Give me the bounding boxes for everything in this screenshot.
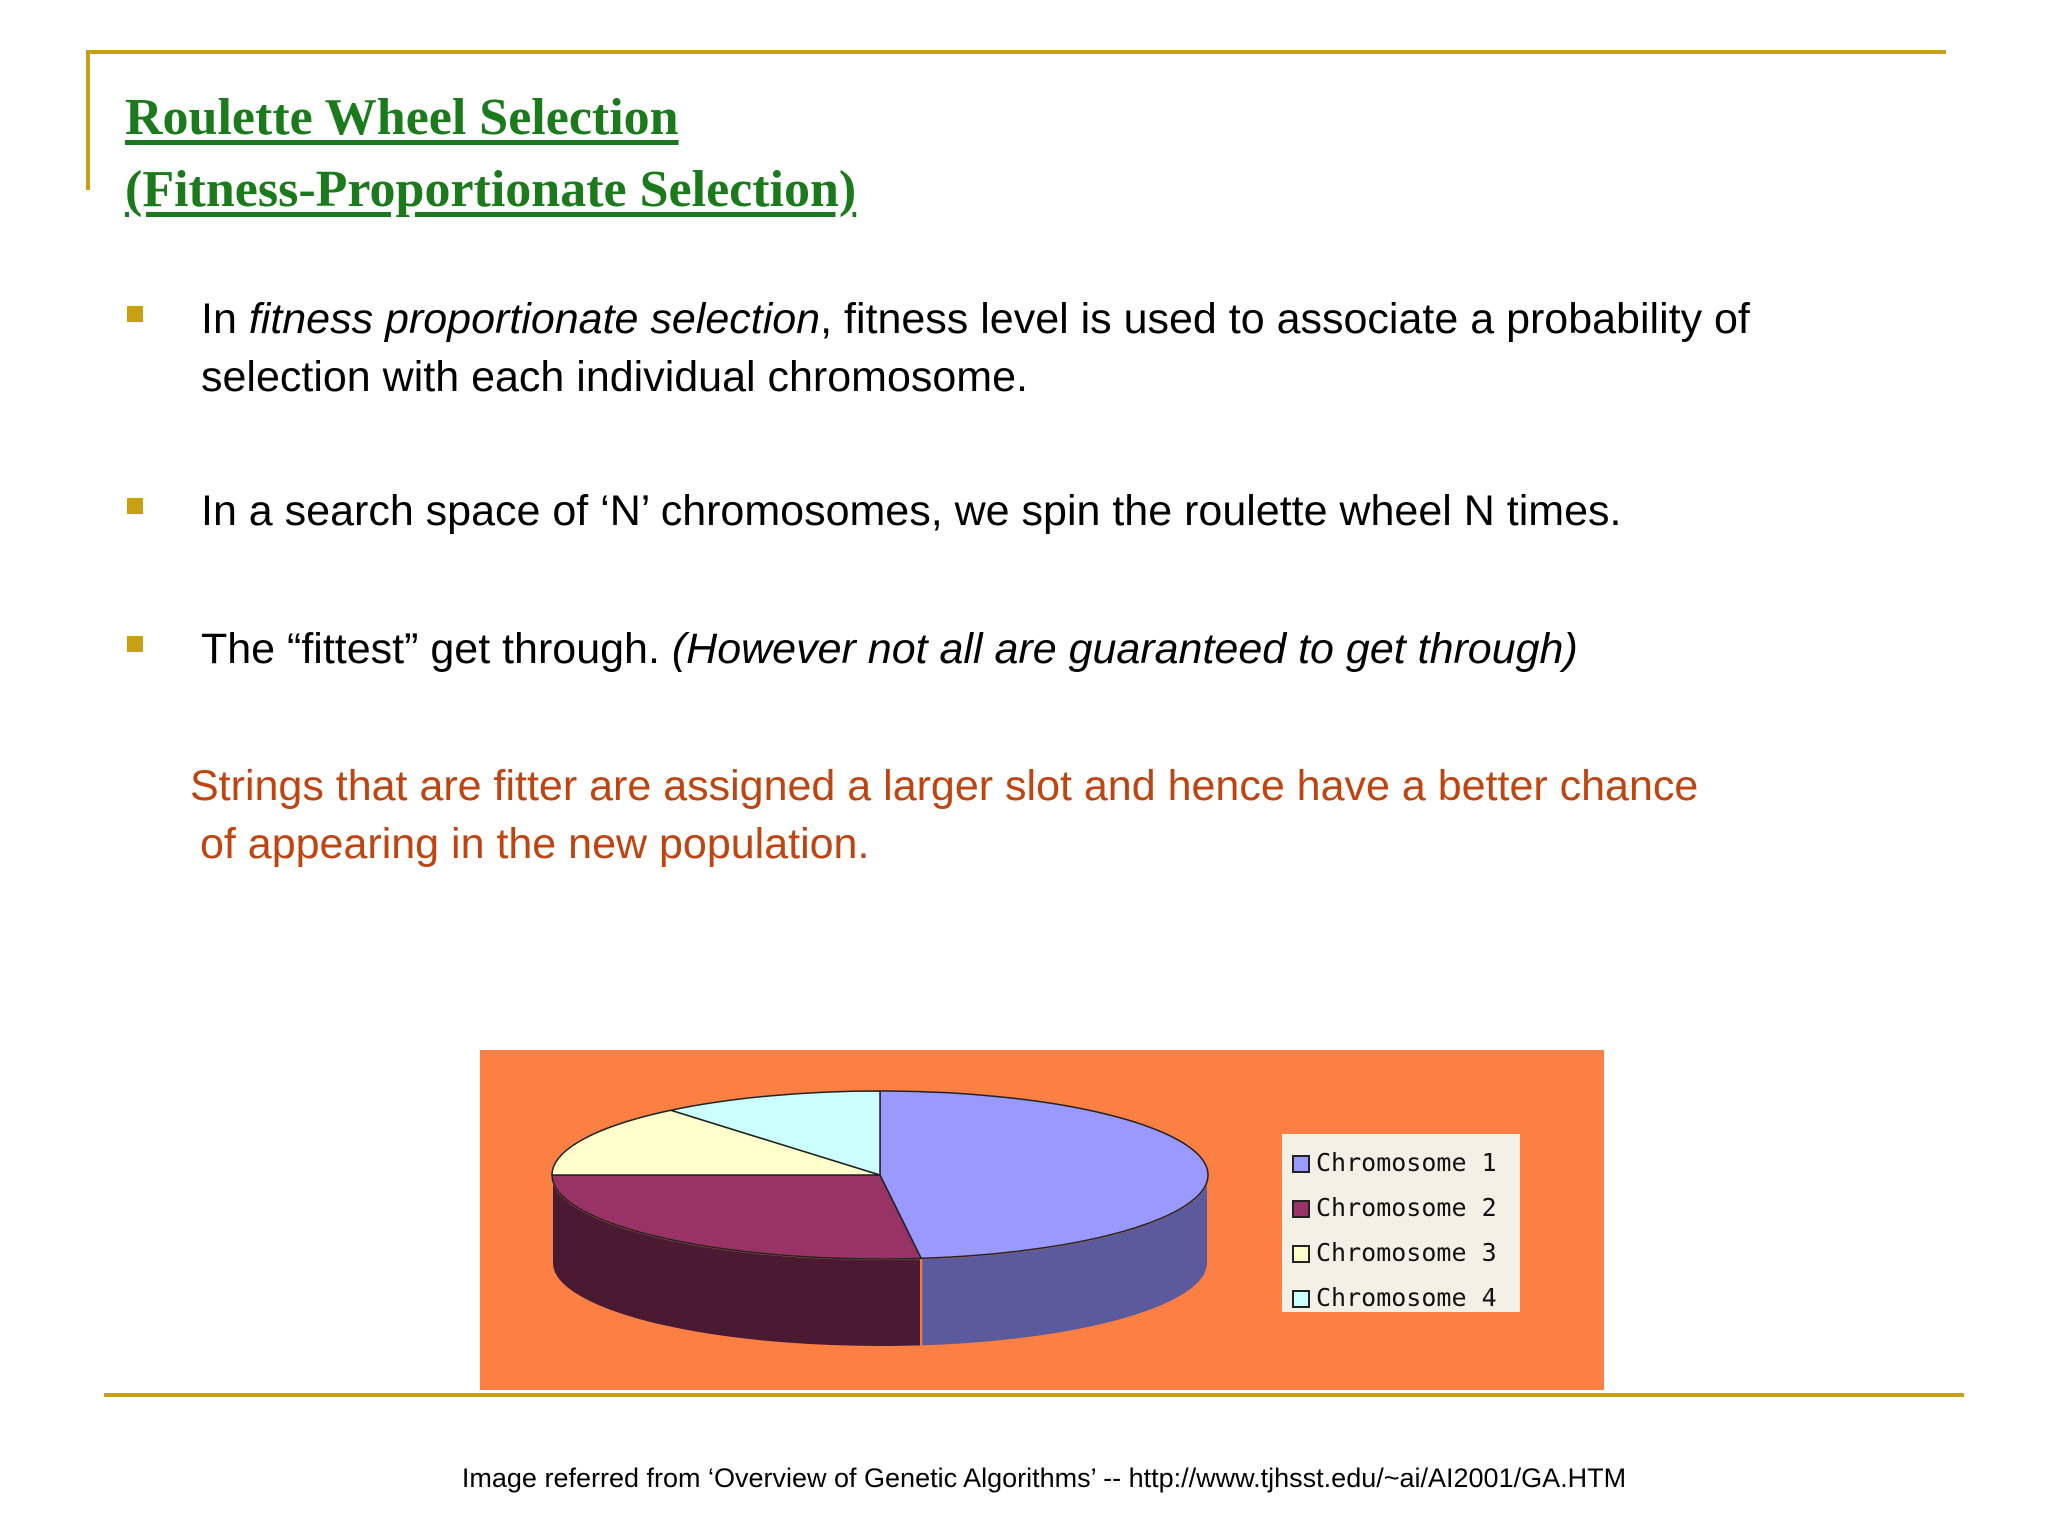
bullet-1-suffix: , fitness level is used to associate a probability of selection with each individual chromosome. <box>201 295 1750 401</box>
image-credit: Image referred from ‘Overview of Genetic Algorithms’ -- http://www.tjhsst.edu/~ai/AI2001/GA.HTM <box>461 1463 1627 1493</box>
bullet-3-text: The “fittest” get through. <box>201 625 672 673</box>
square-bullet-icon <box>127 636 143 652</box>
fitness-note <box>190 757 1950 873</box>
roulette-pie-chart <box>480 1050 1604 1390</box>
pie-top <box>552 1091 1208 1259</box>
bullet-1-prefix: In <box>201 295 249 343</box>
note-line-2: of appearing in the new population. <box>200 820 870 868</box>
bullet-2-text: In a search space of ‘N’ chromosomes, we spin the roulette wheel N times. <box>201 487 1622 535</box>
legend-label-1: Chromosome 1 <box>1316 1148 1497 1177</box>
bullet-item-2 <box>125 482 1925 540</box>
bullet-list <box>125 290 1925 754</box>
title-line-1: Roulette Wheel Selection <box>125 89 679 146</box>
legend-item-3 <box>1282 1230 1520 1275</box>
legend-swatch-1 <box>1292 1155 1310 1173</box>
legend-swatch-3 <box>1292 1245 1310 1263</box>
left-rule <box>86 50 90 190</box>
title-line-2: (Fitness-Proportionate Selection) <box>125 161 857 218</box>
bullet-3-italic: (However not all are guaranteed to get through) <box>671 625 1578 673</box>
legend-item-1 <box>1282 1140 1520 1185</box>
bullet-1-italic: fitness proportionate selection <box>248 295 821 343</box>
slide-title <box>125 82 856 226</box>
legend-label-4: Chromosome 4 <box>1316 1283 1497 1312</box>
chart-legend <box>1282 1134 1520 1312</box>
note-line-1: Strings that are fitter are assigned a larger slot and hence have a better chance <box>190 762 1699 810</box>
bullet-item-3 <box>125 620 1925 678</box>
legend-item-4 <box>1282 1275 1520 1320</box>
legend-label-2: Chromosome 2 <box>1316 1193 1497 1222</box>
legend-swatch-4 <box>1292 1290 1310 1308</box>
top-rule <box>86 50 1946 54</box>
square-bullet-icon <box>127 498 143 514</box>
legend-label-3: Chromosome 3 <box>1316 1238 1497 1267</box>
legend-swatch-2 <box>1292 1200 1310 1218</box>
bottom-rule <box>104 1393 1964 1397</box>
square-bullet-icon <box>127 306 143 322</box>
bullet-item-1 <box>125 290 1925 406</box>
legend-item-2 <box>1282 1185 1520 1230</box>
